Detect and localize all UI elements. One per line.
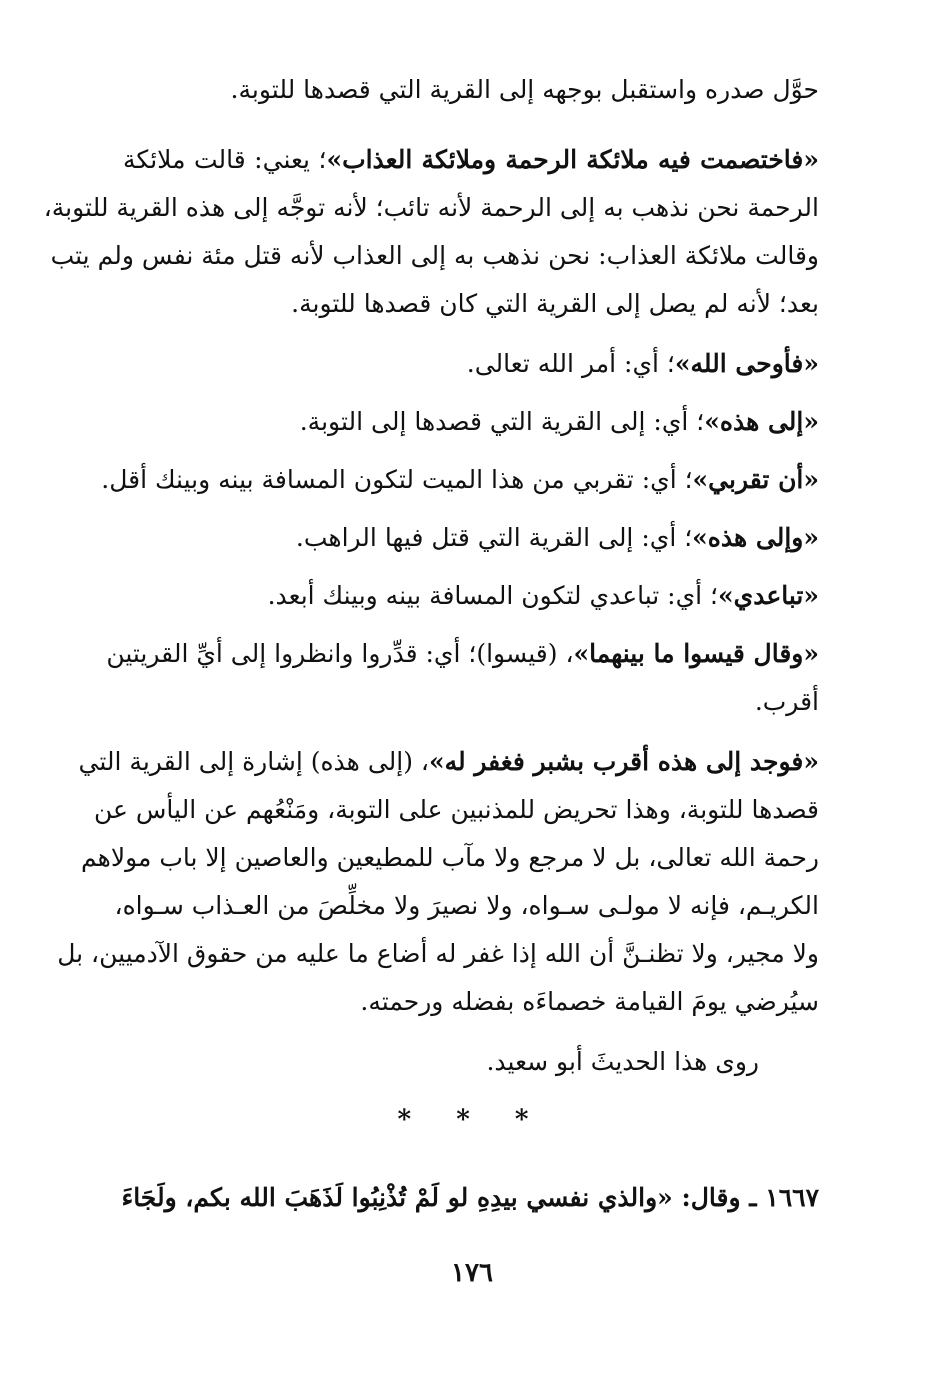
narrator-line: روى هذا الحديثَ أبو سعيد.: [486, 1047, 759, 1076]
hadith-1667-heading: ١٦٦٧ ـ وقال: «والذي نفسي بيدِهِ لو لَمْ تُذْنِبُوا لَذَهَبَ الله بكم، ولَجَاءَ: [121, 1183, 819, 1212]
paragraph-measure-line-2: أقرب.: [754, 687, 819, 716]
hadith-quote: «فاختصمت فيه ملائكة الرحمة وملائكة العذاب»: [326, 145, 819, 174]
hadith-quote: «فوجد إلى هذه أقرب بشبر فغفر له»: [428, 747, 819, 776]
hadith-quote: «وقال قيسوا ما بينهما»: [573, 639, 819, 668]
paragraph-measure-line-1: «وقال قيسوا ما بينهما»، (قيسوا)؛ أي: قدِّروا وانظروا إلى أيِّ القريتين: [106, 639, 819, 668]
paragraph-forgiven-line-1: «فوجد إلى هذه أقرب بشبر فغفر له»، (إلى هذه) إشارة إلى القرية التي: [78, 747, 819, 776]
hadith-quote: «تباعدي»: [718, 581, 819, 610]
paragraph-quarrel-line-3: وقالت ملائكة العذاب: نحن نذهب به إلى العذاب لأنه قتل مئة نفس ولم يتب: [50, 241, 819, 270]
paragraph-forgiven-line-2: قصدها للتوبة، وهذا تحريض للمذنبين على التوبة، ومَنْعُهم عن اليأس عن: [94, 795, 819, 824]
paragraph-forgiven-line-3: رحمة الله تعالى، بل لا مرجع ولا مآب للمطيعين والعاصين إلا باب مولاهم: [81, 843, 819, 872]
paragraph-forgiven-line-6: سيُرضي يومَ القيامة خصماءَه بفضله ورحمته.: [360, 987, 819, 1016]
hadith-quote: «فأوحى الله»: [674, 349, 819, 378]
gloss-line-move-away: «تباعدي»؛ أي: تباعدي لتكون المسافة بينه وبينك أبعد.: [267, 581, 819, 610]
paragraph-quarrel-line-2: الرحمة نحن نذهب به إلى الرحمة لأنه تائب؛ لأنه توجَّه إلى هذه القرية للتوبة،: [43, 193, 819, 222]
gloss-line-to-this: «إلى هذه»؛ أي: إلى القرية التي قصدها إلى التوبة.: [299, 407, 819, 436]
paragraph-quarrel-line-1: «فاختصمت فيه ملائكة الرحمة وملائكة العذاب»؛ يعني: قالت ملائكة: [123, 145, 819, 174]
hadith-quote: «أن تقربي»: [692, 465, 819, 494]
page-number: ١٧٦: [451, 1258, 493, 1288]
paragraph-forgiven-line-4: الكريـم، فإنه لا مولـى سـواه، ولا نصيرَ ولا مخلِّصَ من العـذاب سـواه،: [114, 891, 819, 920]
section-separator: * * *: [397, 1105, 547, 1135]
gloss-line-and-to-this: «وإلى هذه»؛ أي: إلى القرية التي قتل فيها الراهب.: [295, 523, 819, 552]
gloss-line-come-near: «أن تقربي»؛ أي: تقربي من هذا الميت لتكون المسافة بينه وبينك أقل.: [101, 465, 819, 494]
text-line-1: حوَّل صدره واستقبل بوجهه إلى القرية التي قصدها للتوبة.: [230, 75, 819, 104]
gloss-line-revealed: «فأوحى الله»؛ أي: أمر الله تعالى.: [466, 349, 819, 378]
paragraph-forgiven-line-5: ولا مجير، ولا تظنـنَّ أن الله إذا غفر له أضاع ما عليه من حقوق الآدميين، بل: [57, 939, 819, 968]
hadith-quote: «وإلى هذه»: [692, 523, 819, 552]
hadith-quote: «إلى هذه»: [704, 407, 819, 436]
paragraph-quarrel-line-4: بعد؛ لأنه لم يصل إلى القرية التي كان قصدها للتوبة.: [291, 289, 819, 318]
